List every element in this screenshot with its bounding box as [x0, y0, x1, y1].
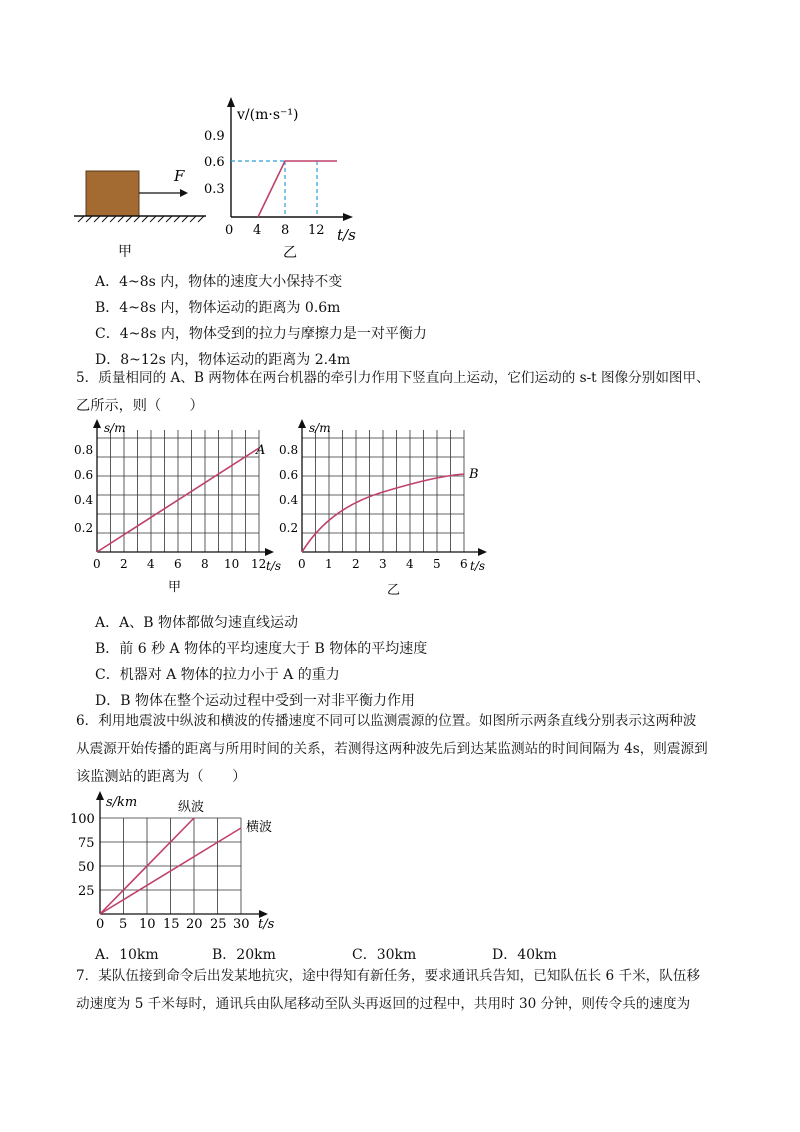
q5-option-c: C．机器对 A 物体的拉力小于 A 的重力 — [95, 667, 340, 683]
y-axis-arrow — [93, 419, 101, 428]
y-axis-arrow — [298, 419, 306, 428]
series-transverse-label: 横波 — [246, 820, 273, 835]
fig-caption-yi: 乙 — [387, 583, 401, 598]
x-tick: 8 — [281, 223, 290, 238]
x-tick: 2 — [352, 557, 360, 571]
x-tick: 0 — [96, 917, 105, 930]
q5-chart-b — [278, 418, 498, 598]
y-tick: 100 — [70, 812, 95, 827]
x-tick: 1 — [325, 557, 333, 571]
y-axis-arrow — [227, 97, 235, 107]
series-longitudinal-label: 纵波 — [178, 800, 205, 815]
q7-stem-line2: 动速度为 5 千米每时，通讯兵由队尾移动至队头再返回的过程中，共用时 30 分钟，则传令兵的速度为 — [76, 996, 691, 1012]
x-tick: 30 — [233, 917, 250, 930]
x-tick: 4 — [147, 557, 155, 571]
y-tick: 0.3 — [204, 182, 225, 197]
y-tick: 0.9 — [204, 129, 225, 144]
guide-lines — [231, 161, 317, 217]
x-tick: 6 — [460, 557, 468, 571]
y-axis-label: s/m — [309, 421, 331, 435]
y-axis-arrow — [96, 791, 104, 800]
x-tick: 12 — [308, 223, 325, 238]
q5-stem-line2: 乙所示，则（ ） — [76, 398, 204, 414]
q4-option-b: B．4~8s 内，物体运动的距离为 0.6m — [95, 300, 341, 316]
q4-option-c: C．4~8s 内，物体受到的拉力与摩擦力是一对平衡力 — [95, 326, 427, 342]
fig-caption-yi: 乙 — [283, 245, 297, 261]
x-axis-arrow — [478, 548, 487, 556]
x-tick: 4 — [406, 557, 414, 571]
q6-stem-line1: 6．利用地震波中纵波和横波的传播速度不同可以监测震源的位置。如图所示两条直线分别表示这两种波 — [76, 713, 697, 729]
x-tick: 3 — [379, 557, 387, 571]
y-tick: 0.6 — [204, 155, 225, 170]
x-tick: 2 — [120, 557, 128, 571]
y-tick: 0.6 — [279, 468, 299, 482]
q5-stem — [76, 364, 728, 420]
x-tick: 0 — [298, 557, 306, 571]
velocity-line — [258, 161, 337, 217]
x-axis-label: t/s — [258, 917, 275, 930]
x-tick: 12 — [251, 557, 267, 571]
q6-option-d: D．40km — [492, 947, 557, 963]
x-axis-label: t/s — [470, 559, 486, 573]
x-tick: 0 — [225, 223, 234, 238]
x-tick: 0 — [93, 557, 101, 571]
y-tick: 0.4 — [279, 493, 299, 507]
x-axis-label: t/s — [337, 226, 356, 244]
q4-option-d: D．8~12s 内，物体运动的距离为 2.4m — [95, 352, 351, 368]
q4-block-figure — [70, 150, 210, 270]
x-axis-arrow — [343, 213, 353, 221]
q4-velocity-chart — [195, 95, 370, 270]
y-tick: 0.6 — [74, 468, 94, 482]
q5-option-b: B．前 6 秒 A 物体的平均速度大于 B 物体的平均速度 — [95, 641, 428, 657]
x-tick: 4 — [253, 223, 262, 238]
series-a-label: A — [256, 443, 266, 458]
y-tick: 75 — [78, 836, 95, 851]
x-tick: 25 — [210, 917, 227, 930]
fig-caption-jia: 甲 — [168, 580, 182, 595]
fig-caption-jia: 甲 — [118, 244, 132, 260]
q6-stem — [76, 707, 728, 791]
force-arrow-head — [180, 189, 188, 197]
q6-option-c: C．30km — [352, 947, 417, 963]
x-tick: 8 — [201, 557, 209, 571]
q5-chart-a — [68, 418, 288, 598]
force-label: F — [174, 167, 185, 185]
q7-stem-line1: 7．某队伍接到命令后出发某地抗灾，途中得知有新任务，要求通讯兵告知，已知队伍长 6 千米，队伍移 — [76, 968, 701, 984]
x-tick: 5 — [119, 917, 128, 930]
y-tick: 0.2 — [279, 521, 299, 535]
q6-wave-chart — [66, 790, 306, 930]
y-axis-label: s/km — [106, 795, 138, 810]
q4-option-a: A．4~8s 内，物体的速度大小保持不变 — [95, 274, 343, 290]
y-tick: 25 — [78, 884, 95, 899]
x-axis-arrow — [265, 548, 274, 556]
y-tick: 0.4 — [74, 493, 94, 507]
series-b-label: B — [469, 467, 479, 482]
x-tick: 10 — [224, 557, 240, 571]
grid-a — [97, 430, 259, 552]
y-tick: 50 — [78, 860, 95, 875]
q6-stem-line3: 该监测站的距离为（ ） — [76, 769, 247, 785]
y-axis-label: v/(m·s⁻¹) — [237, 107, 299, 123]
y-tick: 0.8 — [74, 443, 94, 457]
ground-hatch — [78, 216, 204, 222]
grid-q6 — [100, 818, 241, 914]
x-tick: 5 — [433, 557, 441, 571]
grid-b — [302, 430, 464, 552]
block — [86, 171, 139, 216]
x-tick: 6 — [174, 557, 182, 571]
x-tick: 10 — [139, 917, 156, 930]
x-tick: 15 — [163, 917, 180, 930]
y-axis-label: s/m — [104, 421, 126, 435]
y-tick: 0.2 — [74, 521, 94, 535]
x-tick: 20 — [186, 917, 203, 930]
x-axis-label: t/s — [266, 559, 282, 573]
q5-option-a: A．A、B 物体都做匀速直线运动 — [95, 615, 298, 631]
q6-option-b: B．20km — [212, 947, 276, 963]
q7-stem — [76, 962, 728, 1018]
y-tick: 0.8 — [279, 443, 299, 457]
q5-stem-line1: 5．质量相同的 A、B 两物体在两台机器的牵引力作用下竖直向上运动，它们运动的 s-t 图像分别如图甲、 — [76, 370, 710, 386]
q5-option-d: D．B 物体在整个运动过程中受到一对非平衡力作用 — [95, 693, 415, 709]
q6-option-a: A．10km — [95, 947, 159, 963]
q6-stem-line2: 从震源开始传播的距离与所用时间的关系，若测得这两种波先后到达某监测站的时间间隔为 4s，则震源到 — [76, 741, 708, 757]
